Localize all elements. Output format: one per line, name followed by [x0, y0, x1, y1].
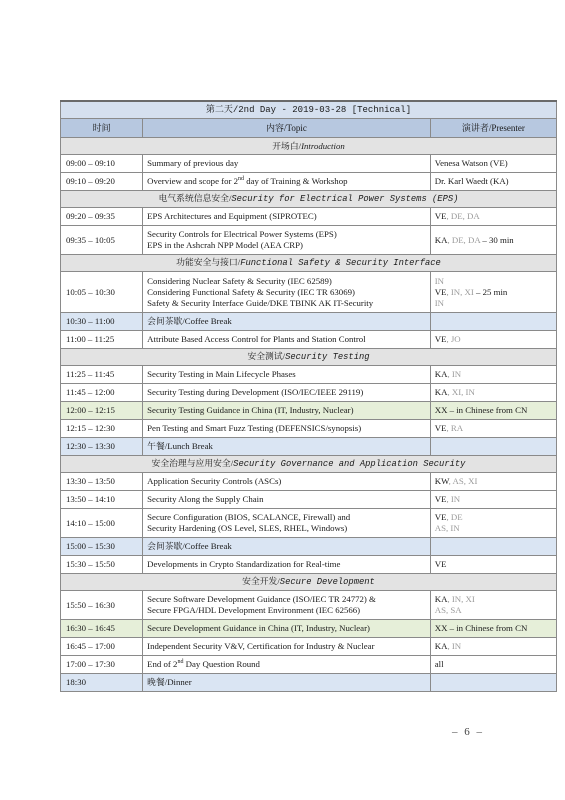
session-speaker — [430, 620, 556, 638]
session-time: 10:05 – 10:30 — [61, 272, 143, 313]
session-time: 12:15 – 12:30 — [61, 420, 143, 438]
session-topic — [143, 208, 431, 226]
speaker-line: KA, DE, DA – 30 min — [434, 234, 514, 245]
session-topic — [143, 674, 431, 692]
session-speaker — [430, 591, 556, 620]
session-speaker — [430, 155, 556, 173]
section-heading-en: Security Governance and Application Security — [233, 459, 466, 469]
section-heading-en: Security Testing — [285, 352, 370, 362]
section-heading-cn: 电气系统信息安全/ — [158, 193, 232, 203]
session-speaker — [430, 366, 556, 384]
session-topic — [143, 402, 431, 420]
session-speaker — [430, 473, 556, 491]
session-speaker — [430, 173, 556, 191]
session-row — [61, 155, 557, 173]
session-topic — [143, 155, 431, 173]
speaker-line: VE — [434, 559, 447, 569]
break-row — [61, 674, 557, 692]
session-row — [61, 384, 557, 402]
agenda-table — [60, 100, 557, 692]
speaker-line: AS, SA — [434, 605, 462, 615]
speaker-line: IN — [434, 275, 445, 286]
session-topic — [143, 538, 431, 556]
session-topic — [143, 591, 431, 620]
session-time: 09:20 – 09:35 — [61, 208, 143, 226]
break-row — [61, 438, 557, 456]
topic-line: Overview and scope for 2nd day of Training & Workshop — [147, 176, 348, 186]
session-topic — [143, 173, 431, 191]
topic-line: Security Along the Supply Chain — [147, 494, 264, 504]
topic-line: 会间茶歇/Coffee Break — [147, 316, 232, 326]
session-topic — [143, 556, 431, 574]
session-speaker — [430, 208, 556, 226]
session-time: 16:45 – 17:00 — [61, 638, 143, 656]
section-heading-cn: 安全治理与应用安全/ — [151, 458, 234, 468]
session-row — [61, 591, 557, 620]
session-time: 09:10 – 09:20 — [61, 173, 143, 191]
session-row — [61, 420, 557, 438]
section-row — [61, 349, 557, 366]
speaker-line: XX – in Chinese from CN — [434, 623, 528, 633]
session-time: 12:00 – 12:15 — [61, 402, 143, 420]
section-heading-cn: 功能安全与接口/ — [176, 257, 241, 267]
speaker-line: VE, DE, DA — [434, 211, 480, 221]
session-row — [61, 226, 557, 255]
speaker-line: KW, AS, XI — [434, 476, 478, 486]
session-time: 13:50 – 14:10 — [61, 491, 143, 509]
session-speaker — [430, 509, 556, 538]
session-topic — [143, 656, 431, 674]
session-time: 15:30 – 15:50 — [61, 556, 143, 574]
section-heading — [61, 456, 557, 473]
topic-line: Attribute Based Access Control for Plants and Station Control — [147, 334, 366, 344]
section-heading-en: Functional Safety & Security Interface — [240, 258, 441, 268]
topic-line: Safety & Security Interface Guide/DKE TBINK AK IT-Security — [147, 297, 374, 308]
session-time: 13:30 – 13:50 — [61, 473, 143, 491]
speaker-line: KA, IN, XI — [434, 594, 475, 604]
session-topic — [143, 366, 431, 384]
header-time: 时间 — [61, 119, 143, 138]
section-heading — [61, 574, 557, 591]
session-time: 11:00 – 11:25 — [61, 331, 143, 349]
session-speaker — [430, 402, 556, 420]
topic-line: 晚餐/Dinner — [147, 677, 192, 687]
speaker-line: VE, RA — [434, 423, 464, 433]
session-speaker — [430, 638, 556, 656]
section-row — [61, 456, 557, 473]
speaker-line: KA, XI, IN — [434, 387, 475, 397]
session-row — [61, 491, 557, 509]
speaker-line: all — [434, 659, 444, 669]
session-time: 09:35 – 10:05 — [61, 226, 143, 255]
section-heading — [61, 138, 557, 155]
topic-line: 会间茶歇/Coffee Break — [147, 541, 232, 551]
session-speaker — [430, 538, 556, 556]
session-topic — [143, 620, 431, 638]
session-row — [61, 556, 557, 574]
topic-line: Considering Nuclear Safety & Security (IEC 62589) — [147, 275, 332, 286]
header-topic: 内容/Topic — [143, 119, 431, 138]
topic-line: Independent Security V&V, Certification for Industry & Nuclear — [147, 641, 375, 651]
session-row — [61, 656, 557, 674]
session-row — [61, 509, 557, 538]
session-topic — [143, 473, 431, 491]
session-topic — [143, 491, 431, 509]
speaker-line: Venesa Watson (VE) — [434, 158, 508, 168]
topic-line: Secure Configuration (BIOS, SCALANCE, Firewall) and — [147, 512, 351, 522]
speaker-line: IN — [434, 297, 445, 308]
session-speaker — [430, 313, 556, 331]
section-heading-cn: 安全测试/ — [247, 351, 286, 361]
session-topic — [143, 226, 431, 255]
session-topic — [143, 272, 431, 313]
topic-line: Secure FPGA/HDL Development Environment (IEC 62566) — [147, 605, 361, 615]
speaker-line: KA, IN — [434, 369, 462, 379]
session-topic — [143, 509, 431, 538]
session-speaker — [430, 420, 556, 438]
topic-line: Application Security Controls (ASCs) — [147, 476, 282, 486]
topic-line: Security Controls for Electrical Power Systems (EPS) — [147, 229, 337, 239]
table-title-row — [61, 101, 557, 119]
page-number: – 6 – — [452, 726, 484, 738]
topic-line: EPS in the Ashcrah NPP Model (AEA CRP) — [147, 240, 303, 250]
break-row — [61, 538, 557, 556]
session-topic — [143, 331, 431, 349]
topic-line: Developments in Crypto Standardization for Real-time — [147, 559, 341, 569]
section-heading — [61, 349, 557, 366]
topic-line: Security Testing during Development (ISO/IEC/IEEE 29119) — [147, 387, 364, 397]
topic-line: Considering Functional Safety & Security (IEC TR 63069) — [147, 286, 355, 297]
session-topic — [143, 438, 431, 456]
speaker-line: Dr. Karl Waedt (KA) — [434, 176, 509, 186]
session-speaker — [430, 674, 556, 692]
header-speaker: 演讲者/Presenter — [430, 119, 556, 138]
session-time: 15:00 – 15:30 — [61, 538, 143, 556]
section-row — [61, 191, 557, 208]
topic-line: End of 2nd Day Question Round — [147, 659, 260, 669]
session-row — [61, 402, 557, 420]
session-time: 11:45 – 12:00 — [61, 384, 143, 402]
topic-line: 午餐/Lunch Break — [147, 441, 213, 451]
topic-line: EPS Architectures and Equipment (SIPROTEC) — [147, 211, 317, 221]
speaker-line: KA, IN — [434, 641, 462, 651]
session-speaker — [430, 272, 556, 313]
session-time: 09:00 – 09:10 — [61, 155, 143, 173]
section-heading-en: Security for Electrical Power Systems (EPS) — [231, 194, 459, 204]
topic-line: Pen Testing and Smart Fuzz Testing (DEFENSICS/synopsis) — [147, 423, 362, 433]
section-heading-en: Secure Development — [279, 577, 375, 587]
section-row — [61, 574, 557, 591]
section-row — [61, 138, 557, 155]
session-time: 11:25 – 11:45 — [61, 366, 143, 384]
topic-line: Security Testing Guidance in China (IT, Industry, Nuclear) — [147, 405, 354, 415]
session-time: 17:00 – 17:30 — [61, 656, 143, 674]
section-row — [61, 255, 557, 272]
section-heading — [61, 255, 557, 272]
topic-line: Secure Software Development Guidance (ISO/IEC TR 24772) & — [147, 594, 376, 604]
session-row — [61, 366, 557, 384]
session-topic — [143, 384, 431, 402]
topic-line: Security Testing in Main Lifecycle Phases — [147, 369, 296, 379]
session-time: 10:30 – 11:00 — [61, 313, 143, 331]
break-row — [61, 313, 557, 331]
session-row — [61, 272, 557, 313]
speaker-line: VE, IN — [434, 494, 461, 504]
session-row — [61, 208, 557, 226]
session-row — [61, 473, 557, 491]
session-time: 12:30 – 13:30 — [61, 438, 143, 456]
session-topic — [143, 313, 431, 331]
session-speaker — [430, 331, 556, 349]
table-header-row — [61, 119, 557, 138]
speaker-line: VE, DE — [434, 512, 463, 522]
section-heading — [61, 191, 557, 208]
topic-line: Secure Development Guidance in China (IT, Industry, Nuclear) — [147, 623, 370, 633]
section-heading-en: Introduction — [301, 140, 345, 151]
session-row — [61, 173, 557, 191]
speaker-line: VE, IN, XI – 25 min — [434, 286, 508, 297]
topic-line: Security Hardening (OS Level, SLES, RHEL, Windows) — [147, 523, 348, 533]
session-speaker — [430, 226, 556, 255]
session-row — [61, 638, 557, 656]
speaker-line: AS, IN — [434, 523, 460, 533]
session-row — [61, 620, 557, 638]
session-row — [61, 331, 557, 349]
section-heading-cn: 开场白/ — [272, 140, 302, 151]
topic-line: Summary of previous day — [147, 158, 239, 168]
session-topic — [143, 420, 431, 438]
session-speaker — [430, 491, 556, 509]
session-speaker — [430, 656, 556, 674]
session-speaker — [430, 438, 556, 456]
session-speaker — [430, 384, 556, 402]
speaker-line: VE, JO — [434, 334, 461, 344]
table-title: 第二天/2nd Day - 2019-03-28 [Technical] — [61, 101, 557, 119]
session-time: 18:30 — [61, 674, 143, 692]
session-time: 16:30 – 16:45 — [61, 620, 143, 638]
section-heading-cn: 安全开发/ — [242, 576, 280, 586]
speaker-line: XX – in Chinese from CN — [434, 405, 528, 415]
session-time: 14:10 – 15:00 — [61, 509, 143, 538]
session-speaker — [430, 556, 556, 574]
session-time: 15:50 – 16:30 — [61, 591, 143, 620]
session-topic — [143, 638, 431, 656]
